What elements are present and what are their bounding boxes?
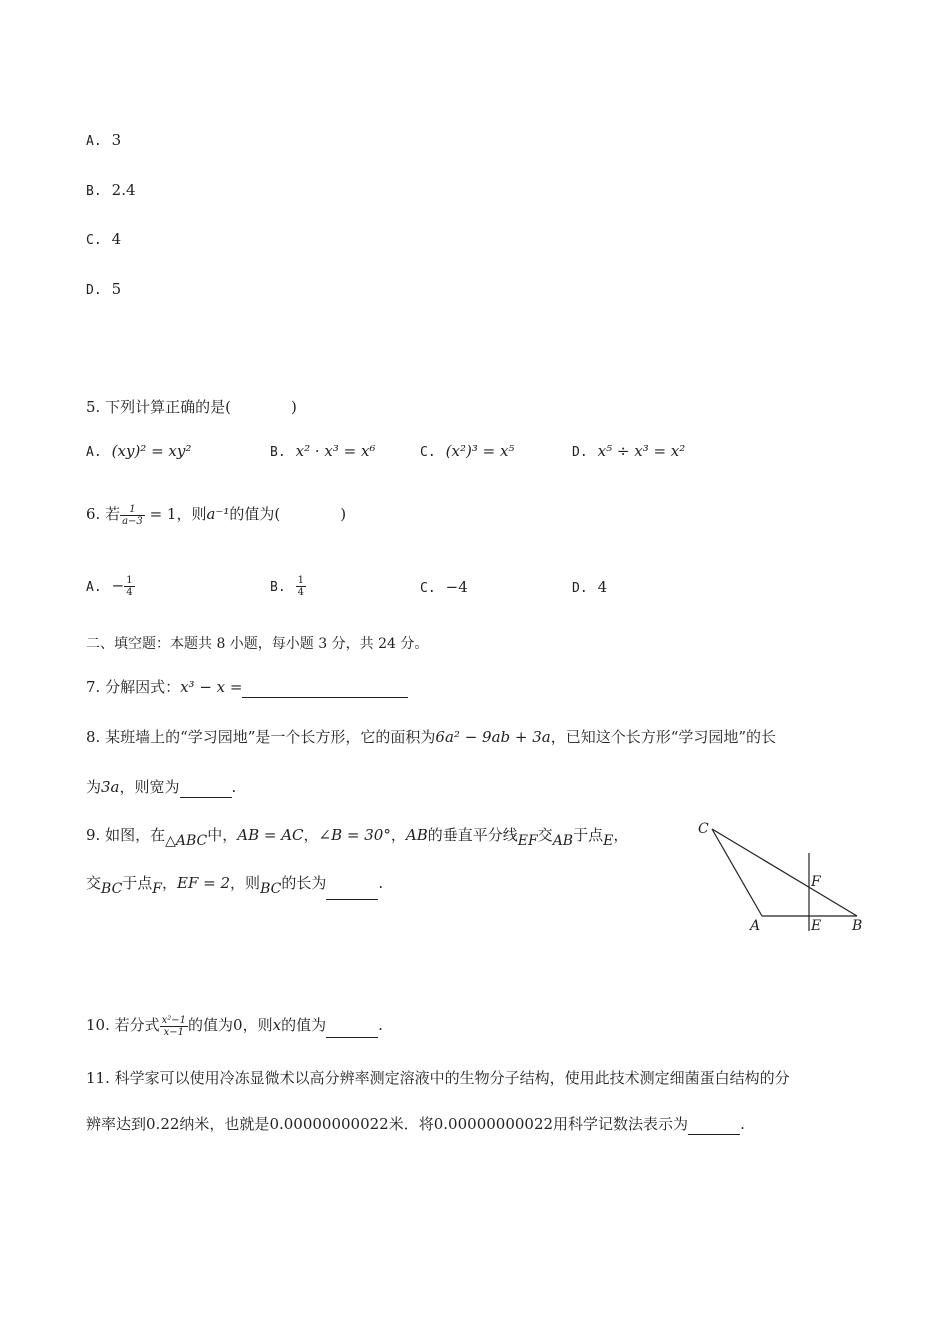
answer-blank[interactable]: [242, 681, 408, 698]
q5-stem: 5. 下列计算正确的是( ): [86, 398, 297, 416]
q6-option-a-fraction: $\frac{1}{4}$: [126, 575, 133, 598]
q8-line1: 8. 某班墙上的“学习园地”是一个长方形，它的面积为6a² − 9ab + 3a，已知这个长方形“学习园地”的长: [86, 728, 777, 746]
q10: 10. 若分式 $\frac{\text{x²−1}}{x-1}$ 的值为0，则x的值为 .: [86, 1014, 383, 1038]
triangle-figure: [690, 818, 875, 940]
label-a: A: [750, 918, 761, 934]
segment-ca: [712, 829, 762, 916]
answer-blank[interactable]: [688, 1120, 740, 1135]
label-f: F: [811, 874, 821, 890]
q4-option-d: D. 5: [86, 280, 122, 298]
q5-option-b: B. x² · x³ = x⁶: [270, 442, 376, 460]
section-2-title: 二、填空题：本题共 8 小题，每小题 3 分，共 24 分。: [86, 636, 429, 652]
q7: 7. 分解因式：x³ − x =: [86, 676, 408, 698]
label-e: E: [811, 918, 822, 934]
q6-fraction: $\frac{1}{a-3}$: [122, 503, 143, 527]
q6-stem: 6. 若 $\frac{1}{a-3}$ = 1，则a⁻¹的值为( ): [86, 503, 347, 527]
q5-option-c: C. (x²)³ = x⁵: [420, 442, 515, 460]
q4-option-c: C. 4: [86, 230, 122, 248]
label-c: C: [698, 821, 709, 837]
q10-fraction: $\frac{\text{x²−1}}{x-1}$: [161, 1014, 187, 1038]
q9-line1: 9. 如图，在$_{\triangle ABC}$中，AB = AC，∠B = 30°，AB的垂直平分线$_{EF}$交$_{AB}$于点$_E$，: [86, 826, 629, 849]
answer-blank[interactable]: [326, 885, 378, 900]
q6-option-d: D. 4: [572, 578, 608, 596]
q8-line2: 为3a，则宽为 .: [86, 778, 237, 796]
q11-line1: 11. 科学家可以使用冷冻显微术以高分辨率测定溶液中的生物分子结构，使用此技术测定细菌蛋白结构的分: [86, 1069, 790, 1087]
answer-blank[interactable]: [180, 783, 232, 798]
q9-line2: 交$_{BC}$于点$_F$，EF = 2，则$_{BC}$的长为 .: [86, 872, 383, 900]
q6-option-a: A. − $\frac{1}{4}$: [86, 575, 133, 598]
answer-blank[interactable]: [326, 1023, 378, 1038]
q6-option-b-fraction: $\frac{1}{4}$: [297, 575, 305, 598]
q5-option-d: D. x⁵ ÷ x³ = x²: [572, 442, 686, 460]
q4-option-a: A. 3: [86, 131, 122, 149]
q6-option-b: B. $\frac{1}{4}$: [270, 575, 305, 598]
q4-option-b: B. 2.4: [86, 181, 136, 199]
label-b: B: [852, 918, 863, 934]
segment-cb: [712, 829, 857, 916]
q11-line2: 辨率达到0.22纳米，也就是0.00000000022米．将0.00000000022用科学记数法表示为 .: [86, 1115, 745, 1133]
q6-option-c: C. −4: [420, 578, 468, 596]
q5-option-a: A. (xy)² = xy²: [86, 442, 192, 460]
